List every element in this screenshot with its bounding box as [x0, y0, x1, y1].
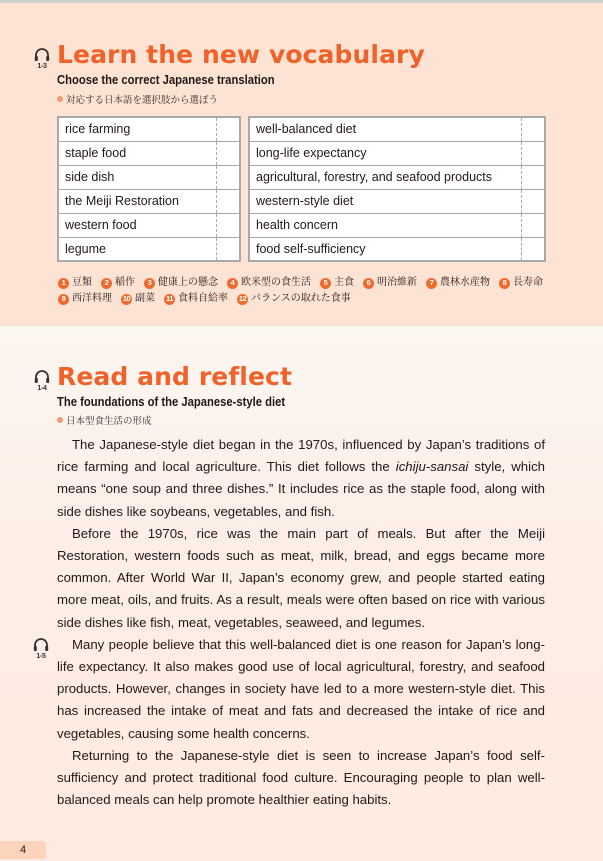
option-item: [499, 275, 543, 291]
options-row-2: [58, 291, 558, 307]
option-text: バランスの取れた食事: [251, 293, 351, 304]
answer-box[interactable]: [521, 237, 545, 261]
bullet-icon: [57, 417, 63, 423]
answer-box[interactable]: [521, 141, 545, 165]
table-row: [249, 237, 545, 261]
vocab-term: rice farming: [65, 122, 131, 137]
section-title: Read and reflect: [57, 362, 292, 391]
option-item: [227, 275, 311, 291]
option-text: 長寿命: [513, 277, 543, 288]
answer-box[interactable]: [216, 141, 240, 165]
options-row-1: [58, 275, 558, 291]
vocab-term: well-balanced diet: [256, 122, 357, 137]
option-number: 5: [320, 278, 331, 289]
vocab-term: the Meiji Restoration: [58, 189, 216, 213]
table-row: [58, 141, 240, 165]
option-text: 西洋料理: [72, 293, 112, 304]
instruction-jp: [57, 92, 218, 106]
option-item: [101, 275, 135, 291]
audio-track-1-3[interactable]: [33, 46, 51, 72]
option-text: 副菜: [135, 293, 155, 304]
section-subtitle: The foundations of the Japanese-style diet: [57, 395, 286, 409]
option-item: [58, 275, 92, 291]
option-item: [121, 291, 155, 307]
option-item: [164, 291, 228, 307]
paragraph: Before the 1970s, rice was the main part of meals. But after the Meiji Restoration, western foods such as meat, milk, bread, and eggs became more common. After World War II, Japan’s economy grew, and people started eating more meat, oils, and fruits. As a result, meals were often based on rice with various side dishes like fish, meat, vegetables, seaweed, and legumes.: [57, 525, 545, 630]
answer-box[interactable]: [216, 189, 240, 213]
bullet-icon: [57, 96, 63, 102]
table-row: [249, 141, 545, 165]
track-number: 1-3: [37, 63, 47, 70]
option-number: 2: [101, 278, 112, 289]
italic-term: ichiju-sansai: [395, 459, 469, 475]
table-row: [249, 189, 545, 213]
option-text: 稲作: [115, 277, 135, 288]
option-number: 1: [58, 278, 69, 289]
paragraph: [57, 434, 545, 523]
vocab-term: legume: [58, 237, 216, 261]
paragraph: Returning to the Japanese-style diet is seen to increase Japan’s food self-sufficiency and protect traditional food culture. Encouraging people to plan well-balanced meals can help promote healthier eating habits.: [57, 747, 545, 808]
table-row: [58, 213, 240, 237]
paragraph-text: The Japanese-style diet began in the 1970s, influenced by Japan’s traditions of rice farming and local agriculture. This diet follows the: [57, 437, 545, 475]
option-text: 農林水産物: [440, 277, 490, 288]
subtitle-jp-text: 日本型食生活の形成: [66, 416, 152, 427]
option-number: 12: [238, 294, 247, 303]
option-number: 10: [122, 294, 131, 303]
headphones-icon: [33, 46, 51, 64]
vocab-term: staple food: [58, 141, 216, 165]
option-number: 4: [227, 278, 238, 289]
answer-box[interactable]: [216, 117, 240, 141]
japanese-options: [58, 275, 558, 307]
answer-box[interactable]: [521, 189, 545, 213]
headphones-icon: [33, 368, 51, 386]
subtitle-jp: [57, 413, 152, 427]
option-number: 11: [164, 294, 175, 305]
table-row: [58, 165, 240, 189]
section-subtitle: Choose the correct Japanese translation: [57, 73, 275, 87]
answer-box[interactable]: [216, 213, 240, 237]
track-number: 1-4: [37, 385, 47, 392]
option-number: 3: [144, 278, 155, 289]
vocab-term: food self-sufficiency: [249, 237, 521, 261]
table-row: [249, 165, 545, 189]
option-number: 6: [363, 278, 374, 289]
answer-box[interactable]: [521, 213, 545, 237]
vocab-table-right: [248, 116, 546, 262]
vocab-table-left: [57, 116, 241, 262]
vocab-term: western food: [58, 213, 216, 237]
option-text: 豆類: [72, 277, 92, 288]
option-number: 7: [426, 278, 437, 289]
vocab-term: agricultural, forestry, and seafood products: [249, 165, 521, 189]
answer-box[interactable]: [521, 165, 545, 189]
page-number: 4: [0, 841, 46, 859]
option-item: [144, 275, 218, 291]
option-text: 主食: [334, 277, 354, 288]
table-row: [58, 189, 240, 213]
instruction-jp-text: 対応する日本語を選択肢から選ぼう: [66, 95, 219, 106]
vocab-term: western-style diet: [249, 189, 521, 213]
vocab-term: long-life expectancy: [249, 141, 521, 165]
option-number: 9: [58, 294, 69, 305]
option-text: 欧米型の食生活: [241, 277, 311, 288]
paragraph-text: style, which means “one soup and three dishes.” It includes rice as the staple food, along with side dishes like soybeans, vegetables, and fish.: [57, 459, 545, 519]
table-row: [58, 117, 240, 141]
option-number: 8: [499, 278, 510, 289]
option-text: 明治維新: [377, 277, 417, 288]
reading-passage: [57, 434, 545, 811]
option-item: [237, 291, 351, 307]
vocab-term: health concern: [249, 213, 521, 237]
section-title: Learn the new vocabulary: [57, 40, 425, 69]
answer-box[interactable]: [216, 237, 240, 261]
audio-track-1-4[interactable]: [33, 368, 51, 394]
option-item: [363, 275, 417, 291]
vocab-term: side dish: [58, 165, 216, 189]
option-item: [320, 275, 354, 291]
table-row: [58, 237, 240, 261]
headphones-icon: [32, 636, 50, 654]
table-row: [249, 117, 545, 141]
option-item: [58, 291, 112, 307]
table-row: [249, 213, 545, 237]
option-text: 健康上の懸念: [158, 277, 218, 288]
option-item: [426, 275, 490, 291]
track-number: 1-5: [36, 653, 46, 660]
option-text: 食料自給率: [178, 293, 228, 304]
answer-box[interactable]: [216, 165, 240, 189]
answer-box[interactable]: [521, 117, 545, 141]
audio-track-1-5[interactable]: [32, 636, 50, 662]
paragraph: Many people believe that this well-balanced diet is one reason for Japan’s long-life expectancy. It also makes good use of local agricultural, forestry, and seafood products. However, changes in society have led to a more western-style diet. This has increased the intake of meat and fats and decreased the intake of rice and vegetables, causing some health concerns.: [57, 636, 545, 741]
